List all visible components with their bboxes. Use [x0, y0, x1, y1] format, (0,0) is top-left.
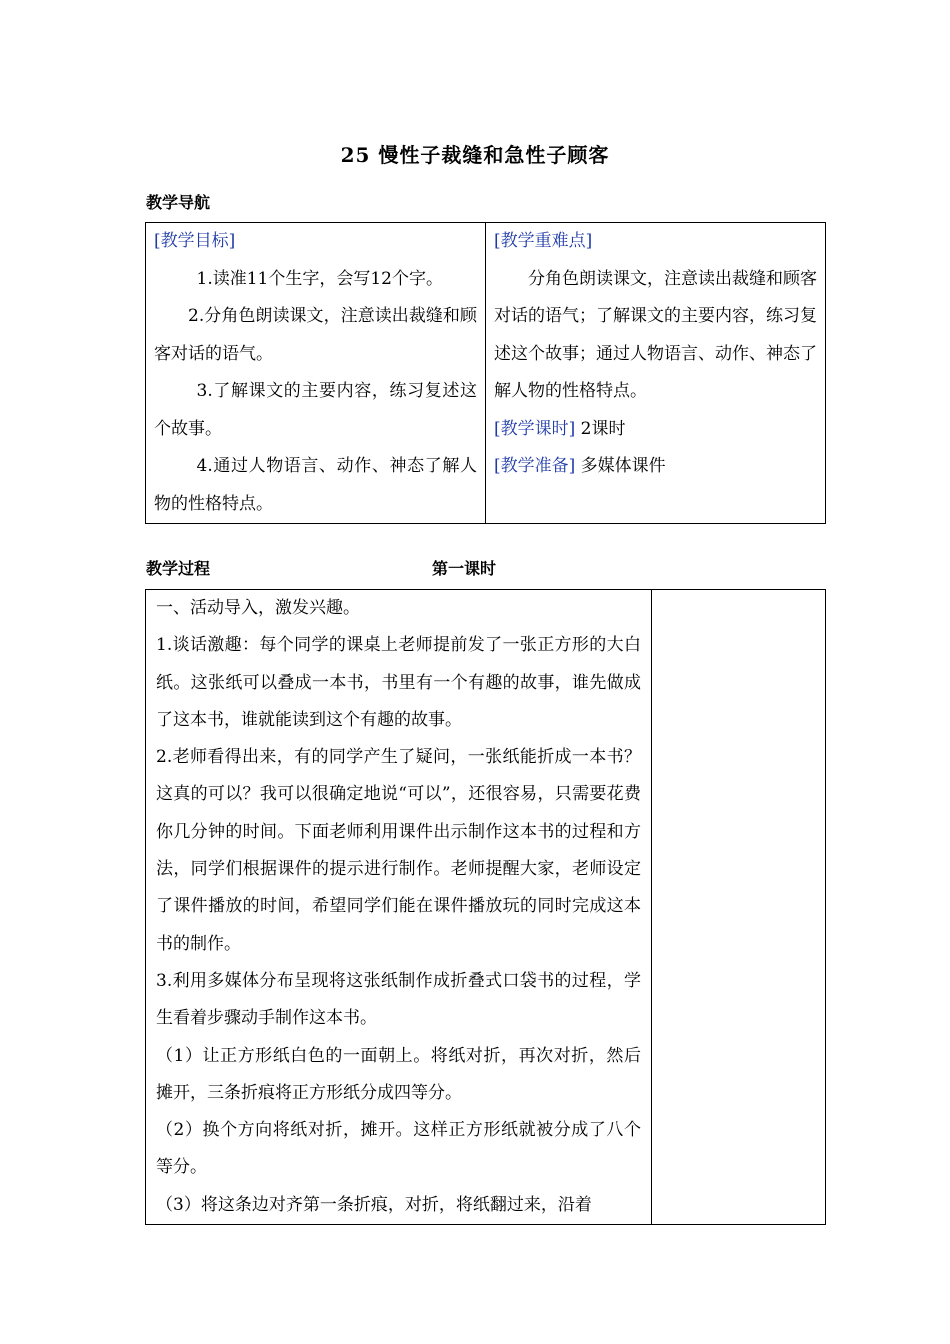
process-paragraph: （1）让正方形纸白色的一面朝上。将纸对折，再次对折，然后摊开，三条折痕将正方形纸分成四等分。: [156, 1045, 641, 1103]
teaching-nav-heading: 教学导航: [146, 193, 211, 212]
hours-value: 2课时: [580, 418, 626, 439]
process-content-cell: [146, 590, 652, 1225]
lesson-heading: 第一课时: [432, 559, 497, 578]
hours-label: [教学课时]: [494, 418, 576, 439]
objectives-label: [教学目标]: [154, 231, 236, 251]
objective-item: 1.读准11个生字，会写12个字。: [196, 268, 443, 289]
process-paragraph: 一、活动导入，激发兴趣。: [156, 598, 360, 618]
page-title: 25 慢性子裁缝和急性子顾客: [340, 143, 610, 167]
key-points-text: 分角色朗读课文，注意读出裁缝和顾客对话的语气；了解课文的主要内容，练习复述这个故事；通过人物语言、动作、神态了解人物的性格特点。: [494, 268, 817, 401]
notes-cell: [652, 590, 826, 1225]
process-paragraph: 3.利用多媒体分布呈现将这张纸制作成折叠式口袋书的过程，学生看着步骤动手制作这本书。: [156, 970, 641, 1029]
process-paragraph: 2.老师看得出来，有的同学产生了疑问，一张纸能折成一本书？这真的可以？我可以很确定地说“可以”，还很容易，只需要花费你几分钟的时间。下面老师利用课件出示制作这本书的过程和方法，同学们根据课件的提示进行制作。老师提醒大家，老师设定了课件播放的时间，希望同学们能在课件播放玩的同时完成这本书的制作。: [156, 747, 641, 954]
prep-value: 多媒体课件: [580, 456, 666, 476]
prep-label: [教学准备]: [494, 456, 576, 476]
objective-item: 2.分角色朗读课文，注意读出裁缝和顾客对话的语气。: [154, 306, 477, 364]
process-paragraph: （3）将这条边对齐第一条折痕，对折，将纸翻过来，沿着: [156, 1194, 592, 1215]
process-paragraph: 1.谈话激趣：每个同学的课桌上老师提前发了一张正方形的大白纸。这张纸可以叠成一本书，书里有一个有趣的故事，谁先做成了这本书，谁就能读到这个有趣的故事。: [156, 635, 641, 730]
teaching-nav-table: [145, 222, 826, 524]
key-points-cell: [486, 223, 826, 524]
objectives-cell: [146, 223, 486, 524]
objective-item: 4.通过人物语言、动作、神态了解人物的性格特点。: [154, 456, 477, 514]
teaching-process-heading: 教学过程: [146, 559, 211, 578]
key-points-label: [教学重难点]: [494, 231, 593, 251]
process-paragraph: （2）换个方向将纸对折，摊开。这样正方形纸就被分成了八个等分。: [156, 1120, 641, 1178]
teaching-process-table: [145, 589, 826, 1225]
objective-item: 3.了解课文的主要内容，练习复述这个故事。: [154, 381, 477, 439]
